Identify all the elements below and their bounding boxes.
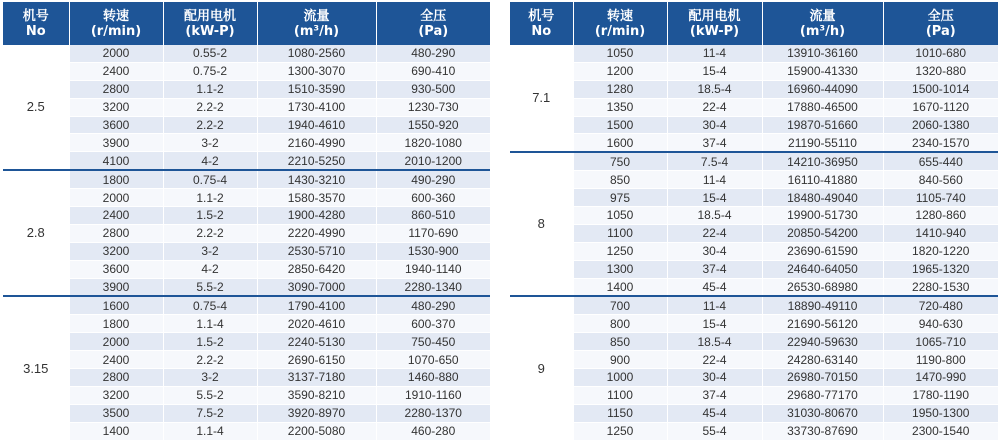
table-row (3, 242, 490, 260)
cell-airflow: 26980-70150 (762, 369, 883, 387)
model-number-cell: 8 (510, 152, 573, 296)
cell-motor: 18.5-4 (667, 333, 762, 351)
table-row (510, 404, 998, 422)
cell-motor: 0.55-2 (163, 45, 257, 62)
table-row (3, 369, 490, 387)
header-model-no (510, 2, 573, 45)
cell-airflow: 2200-5080 (257, 422, 376, 439)
cell-motor: 22-4 (667, 98, 762, 116)
cell-airflow: 1580-3570 (257, 189, 376, 207)
model-number-cell: 7.1 (510, 45, 573, 152)
header-unit: (m³/h) (799, 23, 846, 39)
cell-motor: 11-4 (667, 171, 762, 189)
cell-pressure: 2060-1380 (883, 116, 998, 134)
table-row (510, 189, 998, 207)
cell-speed: 1400 (573, 278, 667, 296)
cell-pressure: 2280-1340 (376, 278, 490, 296)
cell-speed: 3900 (69, 134, 163, 152)
table-row (3, 189, 490, 207)
header-unit: (r/min) (90, 23, 142, 39)
header-unit: No (531, 23, 552, 39)
cell-airflow: 2240-5130 (257, 333, 376, 351)
table-body (510, 45, 998, 440)
cell-speed: 900 (573, 351, 667, 369)
cell-speed: 1600 (573, 134, 667, 152)
table-row (510, 45, 998, 62)
model-number-cell: 9 (510, 296, 573, 439)
table-row (510, 296, 998, 314)
table-row (3, 315, 490, 333)
cell-pressure: 2010-1200 (376, 152, 490, 170)
header-label: 流量 (303, 8, 330, 24)
cell-pressure: 1550-920 (376, 116, 490, 134)
cell-motor: 30-4 (667, 116, 762, 134)
cell-motor: 0.75-2 (163, 62, 257, 80)
cell-motor: 5.5-2 (163, 278, 257, 296)
cell-airflow: 20850-54200 (762, 224, 883, 242)
table-row (510, 422, 998, 439)
cell-pressure: 600-360 (376, 189, 490, 207)
cell-pressure: 1105-740 (883, 189, 998, 207)
model-number-cell: 3.15 (3, 296, 69, 439)
cell-motor: 37-4 (667, 260, 762, 278)
cell-pressure: 1065-710 (883, 333, 998, 351)
cell-airflow: 3090-7000 (257, 278, 376, 296)
cell-pressure: 1280-860 (883, 207, 998, 225)
cell-motor: 1.1-2 (163, 80, 257, 98)
table-row (3, 152, 490, 170)
cell-speed: 2800 (69, 80, 163, 98)
cell-airflow: 14210-36950 (762, 152, 883, 170)
header-unit: (m³/h) (293, 23, 340, 39)
cell-airflow: 2020-4610 (257, 315, 376, 333)
cell-pressure: 1670-1120 (883, 98, 998, 116)
cell-pressure: 690-410 (376, 62, 490, 80)
table-body (3, 45, 490, 440)
cell-airflow: 13910-36160 (762, 45, 883, 62)
cell-pressure: 2340-1570 (883, 134, 998, 152)
cell-airflow: 1510-3590 (257, 80, 376, 98)
cell-airflow: 21190-55110 (762, 134, 883, 152)
header-row (510, 2, 998, 45)
cell-speed: 1350 (573, 98, 667, 116)
cell-airflow: 1430-3210 (257, 170, 376, 188)
cell-airflow: 22940-59630 (762, 333, 883, 351)
cell-speed: 1150 (573, 404, 667, 422)
cell-motor: 4-2 (163, 260, 257, 278)
cell-motor: 2.2-2 (163, 98, 257, 116)
cell-pressure: 1965-1320 (883, 260, 998, 278)
header-speed (573, 2, 667, 45)
cell-speed: 3200 (69, 98, 163, 116)
cell-speed: 2000 (69, 189, 163, 207)
cell-speed: 1000 (573, 369, 667, 387)
cell-pressure: 480-290 (376, 45, 490, 62)
table-row (3, 278, 490, 296)
cell-motor: 15-4 (667, 315, 762, 333)
cell-pressure: 1410-940 (883, 224, 998, 242)
table-row (510, 207, 998, 225)
cell-motor: 3-2 (163, 134, 257, 152)
header-pressure (883, 2, 998, 45)
header-unit: No (25, 23, 46, 39)
cell-speed: 1300 (573, 260, 667, 278)
cell-airflow: 31030-80670 (762, 404, 883, 422)
cell-speed: 2400 (69, 62, 163, 80)
cell-speed: 3600 (69, 260, 163, 278)
cell-speed: 975 (573, 189, 667, 207)
model-number-cell: 2.5 (3, 45, 69, 170)
spec-table-left (3, 2, 490, 440)
cell-speed: 1100 (573, 224, 667, 242)
table-row (510, 369, 998, 387)
table-row (510, 278, 998, 296)
cell-speed: 1200 (573, 62, 667, 80)
cell-pressure: 2280-1530 (883, 278, 998, 296)
cell-motor: 45-4 (667, 404, 762, 422)
cell-speed: 3500 (69, 404, 163, 422)
cell-pressure: 1470-990 (883, 369, 998, 387)
cell-speed: 1100 (573, 386, 667, 404)
cell-motor: 7.5-4 (667, 152, 762, 170)
cell-pressure: 2300-1540 (883, 422, 998, 439)
cell-airflow: 16960-44090 (762, 80, 883, 98)
cell-pressure: 1940-1140 (376, 260, 490, 278)
cell-pressure: 1530-900 (376, 242, 490, 260)
cell-motor: 1.1-4 (163, 422, 257, 439)
cell-pressure: 1170-690 (376, 224, 490, 242)
header-speed (69, 2, 163, 45)
cell-pressure: 655-440 (883, 152, 998, 170)
header-label: 机号 (22, 8, 49, 24)
cell-motor: 11-4 (667, 296, 762, 314)
cell-airflow: 23690-61590 (762, 242, 883, 260)
cell-airflow: 1730-4100 (257, 98, 376, 116)
cell-motor: 55-4 (667, 422, 762, 439)
cell-pressure: 1820-1080 (376, 134, 490, 152)
cell-speed: 4100 (69, 152, 163, 170)
table-row (3, 80, 490, 98)
header-unit: (kW-P) (185, 23, 235, 39)
table-row (3, 98, 490, 116)
cell-speed: 1400 (69, 422, 163, 439)
cell-pressure: 1780-1190 (883, 386, 998, 404)
cell-motor: 2.2-2 (163, 224, 257, 242)
cell-pressure: 460-280 (376, 422, 490, 439)
cell-speed: 800 (573, 315, 667, 333)
header-label: 转速 (102, 8, 129, 24)
cell-motor: 0.75-4 (163, 296, 257, 314)
cell-motor: 1.5-2 (163, 207, 257, 225)
cell-speed: 1250 (573, 242, 667, 260)
cell-motor: 1.5-2 (163, 333, 257, 351)
table-row (510, 315, 998, 333)
header-label: 流量 (809, 8, 836, 24)
cell-pressure: 1320-880 (883, 62, 998, 80)
cell-airflow: 2690-6150 (257, 351, 376, 369)
cell-speed: 1280 (573, 80, 667, 98)
table-row (3, 134, 490, 152)
cell-pressure: 480-290 (376, 296, 490, 314)
cell-pressure: 720-480 (883, 296, 998, 314)
table-row (3, 170, 490, 188)
cell-speed: 3200 (69, 386, 163, 404)
cell-motor: 1.1-4 (163, 315, 257, 333)
table-row (510, 224, 998, 242)
cell-pressure: 860-510 (376, 207, 490, 225)
table-row (3, 45, 490, 62)
cell-speed: 2000 (69, 333, 163, 351)
cell-pressure: 1820-1220 (883, 242, 998, 260)
cell-airflow: 29680-77170 (762, 386, 883, 404)
table-row (510, 62, 998, 80)
cell-airflow: 26530-68980 (762, 278, 883, 296)
cell-airflow: 1300-3070 (257, 62, 376, 80)
table-row (510, 242, 998, 260)
cell-airflow: 1940-4610 (257, 116, 376, 134)
cell-speed: 3200 (69, 242, 163, 260)
table-row (3, 351, 490, 369)
cell-motor: 15-4 (667, 62, 762, 80)
cell-pressure: 1230-730 (376, 98, 490, 116)
cell-speed: 2000 (69, 45, 163, 62)
cell-speed: 850 (573, 171, 667, 189)
cell-speed: 1050 (573, 45, 667, 62)
header-label: 配用电机 (183, 8, 236, 24)
cell-airflow: 15900-41330 (762, 62, 883, 80)
cell-pressure: 1910-1160 (376, 386, 490, 404)
table-row (3, 386, 490, 404)
cell-pressure: 600-370 (376, 315, 490, 333)
cell-airflow: 18890-49110 (762, 296, 883, 314)
cell-airflow: 3920-8970 (257, 404, 376, 422)
table-row (3, 333, 490, 351)
cell-motor: 22-4 (667, 224, 762, 242)
cell-airflow: 19870-51660 (762, 116, 883, 134)
header-motor (163, 2, 257, 45)
cell-airflow: 2850-6420 (257, 260, 376, 278)
cell-airflow: 16110-41880 (762, 171, 883, 189)
header-row (3, 2, 490, 45)
table-row (3, 296, 490, 314)
cell-speed: 850 (573, 333, 667, 351)
cell-airflow: 1900-4280 (257, 207, 376, 225)
cell-speed: 2800 (69, 224, 163, 242)
header-unit: (Pa) (418, 23, 449, 39)
table-row (510, 116, 998, 134)
table-row (3, 260, 490, 278)
cell-airflow: 21690-56120 (762, 315, 883, 333)
cell-airflow: 2530-5710 (257, 242, 376, 260)
cell-pressure: 1460-880 (376, 369, 490, 387)
cell-airflow: 24640-64050 (762, 260, 883, 278)
table-row (3, 422, 490, 439)
table-row (510, 386, 998, 404)
cell-pressure: 940-630 (883, 315, 998, 333)
cell-motor: 4-2 (163, 152, 257, 170)
header-model-no (3, 2, 69, 45)
cell-pressure: 1950-1300 (883, 404, 998, 422)
cell-motor: 3-2 (163, 369, 257, 387)
table-row (510, 152, 998, 170)
cell-airflow: 19900-51730 (762, 207, 883, 225)
cell-motor: 3-2 (163, 242, 257, 260)
cell-motor: 30-4 (667, 242, 762, 260)
cell-speed: 3900 (69, 278, 163, 296)
cell-speed: 2400 (69, 351, 163, 369)
cell-airflow: 2160-4990 (257, 134, 376, 152)
cell-speed: 2800 (69, 369, 163, 387)
header-unit: (Pa) (925, 23, 956, 39)
table-row (3, 116, 490, 134)
cell-motor: 18.5-4 (667, 207, 762, 225)
table-row (510, 80, 998, 98)
header-unit: (r/min) (594, 23, 646, 39)
header-pressure (376, 2, 490, 45)
header-motor (667, 2, 762, 45)
table-row (510, 351, 998, 369)
cell-pressure: 750-450 (376, 333, 490, 351)
cell-motor: 0.75-4 (163, 170, 257, 188)
cell-motor: 18.5-4 (667, 80, 762, 98)
table-row (510, 260, 998, 278)
table-row (510, 333, 998, 351)
cell-airflow: 2220-4990 (257, 224, 376, 242)
header-label: 全压 (927, 8, 954, 24)
cell-motor: 2.2-2 (163, 116, 257, 134)
header-label: 全压 (420, 8, 447, 24)
cell-motor: 45-4 (667, 278, 762, 296)
table-row (3, 207, 490, 225)
cell-speed: 750 (573, 152, 667, 170)
cell-speed: 1600 (69, 296, 163, 314)
cell-motor: 22-4 (667, 351, 762, 369)
table-row (510, 98, 998, 116)
header-airflow (257, 2, 376, 45)
table-row (3, 404, 490, 422)
cell-motor: 37-4 (667, 134, 762, 152)
cell-speed: 2400 (69, 207, 163, 225)
cell-airflow: 3590-8210 (257, 386, 376, 404)
cell-pressure: 1500-1014 (883, 80, 998, 98)
cell-pressure: 2280-1370 (376, 404, 490, 422)
cell-speed: 1250 (573, 422, 667, 439)
cell-speed: 700 (573, 296, 667, 314)
cell-motor: 5.5-2 (163, 386, 257, 404)
cell-pressure: 1070-650 (376, 351, 490, 369)
cell-airflow: 1790-4100 (257, 296, 376, 314)
cell-motor: 30-4 (667, 369, 762, 387)
cell-airflow: 3137-7180 (257, 369, 376, 387)
cell-motor: 37-4 (667, 386, 762, 404)
cell-pressure: 1190-800 (883, 351, 998, 369)
cell-airflow: 2210-5250 (257, 152, 376, 170)
cell-airflow: 24280-63140 (762, 351, 883, 369)
cell-speed: 1800 (69, 315, 163, 333)
cell-airflow: 18480-49040 (762, 189, 883, 207)
cell-speed: 1050 (573, 207, 667, 225)
cell-pressure: 1010-680 (883, 45, 998, 62)
table-row (510, 171, 998, 189)
cell-speed: 3600 (69, 116, 163, 134)
cell-airflow: 17880-46500 (762, 98, 883, 116)
cell-pressure: 930-500 (376, 80, 490, 98)
cell-motor: 1.1-2 (163, 189, 257, 207)
header-label: 配用电机 (688, 8, 741, 24)
cell-speed: 1500 (573, 116, 667, 134)
table-row (510, 134, 998, 152)
cell-pressure: 840-560 (883, 171, 998, 189)
model-number-cell: 2.8 (3, 170, 69, 296)
cell-speed: 1800 (69, 170, 163, 188)
header-unit: (kW-P) (689, 23, 740, 39)
cell-motor: 11-4 (667, 45, 762, 62)
header-airflow (762, 2, 883, 45)
cell-motor: 2.2-2 (163, 351, 257, 369)
cell-airflow: 1080-2560 (257, 45, 376, 62)
header-label: 转速 (606, 8, 633, 24)
cell-motor: 7.5-2 (163, 404, 257, 422)
header-label: 机号 (528, 8, 555, 24)
table-row (3, 62, 490, 80)
cell-airflow: 33730-87690 (762, 422, 883, 439)
table-row (3, 224, 490, 242)
spec-table-right (510, 2, 998, 440)
cell-pressure: 490-290 (376, 170, 490, 188)
cell-motor: 15-4 (667, 189, 762, 207)
